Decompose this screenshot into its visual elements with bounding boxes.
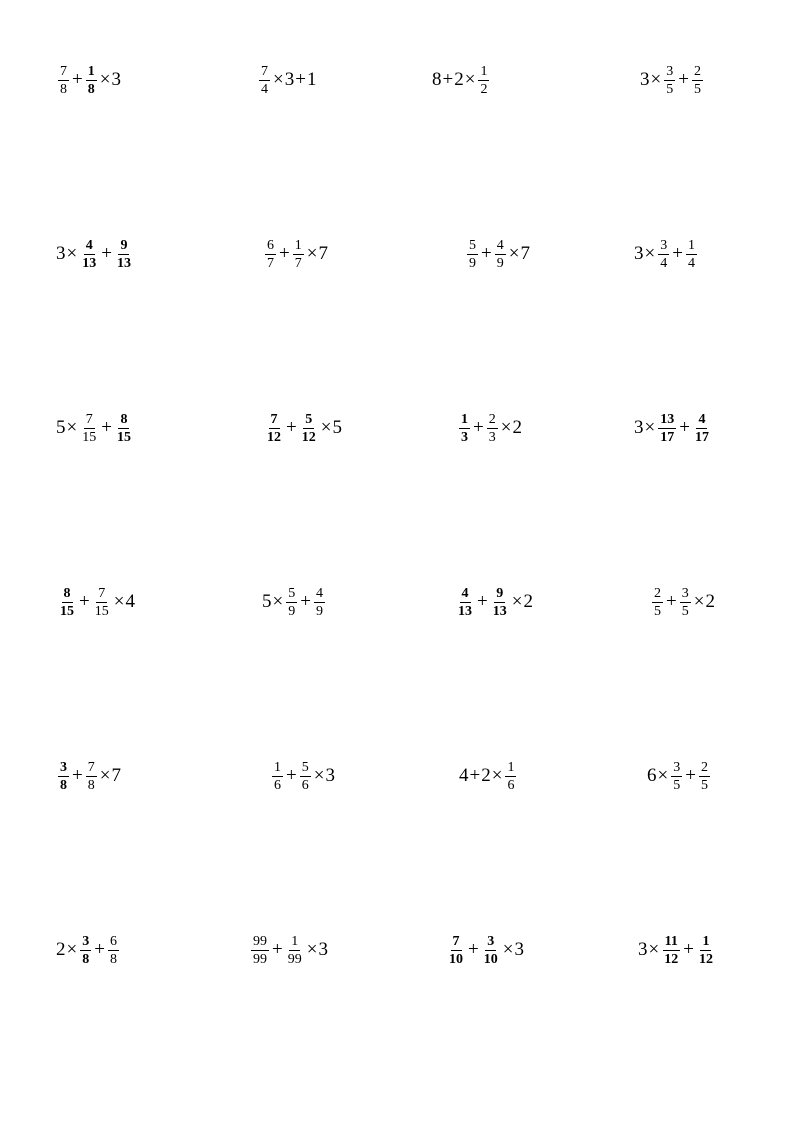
- fraction: [286, 586, 297, 619]
- problem-4-2: [262, 582, 327, 622]
- whole-number: 3: [325, 765, 335, 786]
- problem-6-1: [56, 930, 121, 970]
- fraction: [459, 412, 470, 445]
- denominator: 99: [253, 951, 267, 967]
- numerator: 7: [270, 411, 278, 427]
- whole-number: 1: [306, 69, 317, 90]
- fraction: [680, 586, 691, 619]
- numerator: 5: [288, 585, 296, 601]
- fraction: [662, 934, 680, 967]
- plus-sign: +: [72, 69, 83, 90]
- fraction: [115, 412, 133, 445]
- fraction: [658, 412, 676, 445]
- problem-4-1: [56, 582, 135, 622]
- times-sign: ×: [491, 765, 503, 786]
- plus-sign: +: [683, 939, 694, 960]
- problem-2-4: [634, 234, 699, 274]
- denominator: 9: [469, 255, 476, 271]
- denominator: 12: [267, 429, 281, 445]
- whole-number: 3: [634, 417, 644, 438]
- fraction: [115, 238, 133, 271]
- whole-number: 2: [705, 591, 715, 612]
- problem-5-3: [459, 756, 518, 796]
- plus-sign: +: [94, 939, 105, 960]
- fraction: [693, 412, 711, 445]
- times-sign: ×: [502, 939, 514, 960]
- numerator: 2: [700, 759, 708, 775]
- fraction: [495, 238, 506, 271]
- whole-number: 2: [523, 591, 533, 612]
- fraction: [658, 238, 669, 271]
- whole-number: 4: [125, 591, 135, 612]
- problem-1-2: [257, 60, 316, 100]
- fraction: [482, 934, 500, 967]
- times-sign: ×: [313, 765, 325, 786]
- denominator: 15: [116, 429, 131, 445]
- denominator: 10: [483, 951, 498, 967]
- whole-number: 5: [332, 417, 342, 438]
- denominator: 13: [492, 603, 507, 619]
- denominator: 6: [274, 777, 281, 793]
- problem-2-3: [465, 234, 530, 274]
- denominator: 8: [87, 81, 95, 97]
- plus-sign: +: [468, 939, 479, 960]
- fraction: [699, 760, 710, 793]
- numerator: 9: [120, 237, 128, 253]
- denominator: 4: [261, 81, 268, 97]
- numerator: 1: [702, 933, 710, 949]
- numerator: 4: [496, 237, 504, 253]
- numerator: 1: [507, 759, 515, 775]
- numerator: 11: [664, 933, 678, 949]
- times-sign: ×: [66, 417, 78, 438]
- denominator: 2: [480, 81, 488, 97]
- denominator: 12: [664, 951, 679, 967]
- numerator: 5: [305, 411, 313, 427]
- numerator: 8: [120, 411, 128, 427]
- fraction: [300, 412, 318, 445]
- numerator: 3: [666, 63, 674, 79]
- denominator: 13: [82, 255, 97, 271]
- denominator: 9: [315, 603, 323, 619]
- fraction: [487, 412, 498, 445]
- times-sign: ×: [99, 765, 111, 786]
- problem-1-4: [640, 60, 705, 100]
- numerator: 3: [681, 585, 689, 601]
- fraction: [259, 64, 270, 97]
- whole-number: 7: [111, 765, 121, 786]
- fraction: [108, 934, 119, 967]
- times-sign: ×: [693, 591, 705, 612]
- numerator: 2: [488, 411, 496, 427]
- numerator: 1: [274, 759, 281, 775]
- times-sign: ×: [511, 591, 523, 612]
- fraction: [478, 64, 489, 97]
- fraction: [58, 64, 69, 97]
- whole-number: 4: [459, 765, 469, 786]
- whole-number: 3: [640, 69, 650, 90]
- plus-sign: +: [442, 69, 454, 90]
- fraction: [93, 586, 111, 619]
- fraction: [80, 238, 98, 271]
- times-sign: ×: [320, 417, 332, 438]
- whole-number: 7: [318, 243, 328, 264]
- numerator: 5: [301, 759, 309, 775]
- fraction: [467, 238, 478, 271]
- times-sign: ×: [66, 243, 78, 264]
- fraction: [58, 760, 69, 793]
- numerator: 4: [698, 411, 706, 427]
- times-sign: ×: [464, 69, 476, 90]
- plus-sign: +: [679, 417, 690, 438]
- denominator: 10: [449, 951, 463, 967]
- denominator: 13: [116, 255, 131, 271]
- times-sign: ×: [648, 939, 660, 960]
- numerator: 7: [261, 63, 268, 79]
- denominator: 8: [109, 951, 117, 967]
- whole-number: 8: [432, 69, 442, 90]
- problem-6-3: [445, 930, 524, 970]
- times-sign: ×: [113, 591, 125, 612]
- numerator: 7: [87, 759, 95, 775]
- fraction: [491, 586, 509, 619]
- fraction: [697, 934, 715, 967]
- numerator: 13: [660, 411, 675, 427]
- whole-number: 3: [284, 69, 295, 90]
- denominator: 6: [301, 777, 309, 793]
- plus-sign: +: [672, 243, 683, 264]
- denominator: 17: [660, 429, 675, 445]
- denominator: 99: [287, 951, 302, 967]
- times-sign: ×: [306, 243, 318, 264]
- problem-6-4: [638, 930, 717, 970]
- numerator: 8: [63, 585, 71, 601]
- fraction: [86, 760, 97, 793]
- denominator: 4: [660, 255, 668, 271]
- problem-3-4: [634, 408, 713, 448]
- problem-4-4: [650, 582, 715, 622]
- times-sign: ×: [272, 591, 284, 612]
- problem-1-1: [56, 60, 121, 100]
- plus-sign: +: [295, 69, 306, 90]
- times-sign: ×: [644, 243, 656, 264]
- plus-sign: +: [469, 765, 481, 786]
- fraction: [671, 760, 682, 793]
- numerator: 9: [496, 585, 504, 601]
- denominator: 13: [458, 603, 472, 619]
- fraction: [251, 934, 269, 967]
- denominator: 3: [461, 429, 468, 445]
- times-sign: ×: [99, 69, 111, 90]
- problem-4-3: [454, 582, 533, 622]
- whole-number: 2: [512, 417, 522, 438]
- times-sign: ×: [500, 417, 512, 438]
- whole-number: 3: [638, 939, 648, 960]
- numerator: 1: [291, 933, 299, 949]
- problem-3-1: [56, 408, 135, 448]
- numerator: 5: [469, 237, 476, 253]
- plus-sign: +: [286, 765, 297, 786]
- fraction: [265, 412, 283, 445]
- numerator: 4: [461, 585, 469, 601]
- plus-sign: +: [678, 69, 689, 90]
- whole-number: 3: [514, 939, 524, 960]
- denominator: 8: [87, 777, 95, 793]
- numerator: 3: [60, 759, 67, 775]
- problem-3-2: [263, 408, 342, 448]
- problem-6-2: [249, 930, 328, 970]
- plus-sign: +: [286, 417, 297, 438]
- plus-sign: +: [685, 765, 696, 786]
- numerator: 7: [60, 63, 67, 79]
- whole-number: 2: [56, 939, 66, 960]
- problem-5-2: [270, 756, 335, 796]
- denominator: 8: [60, 777, 67, 793]
- whole-number: 2: [481, 765, 491, 786]
- plus-sign: +: [72, 765, 83, 786]
- whole-number: 3: [318, 939, 328, 960]
- denominator: 3: [488, 429, 496, 445]
- numerator: 1: [687, 237, 695, 253]
- times-sign: ×: [644, 417, 656, 438]
- fraction: [272, 760, 283, 793]
- times-sign: ×: [273, 69, 284, 90]
- fraction: [80, 412, 98, 445]
- fraction: [286, 934, 304, 967]
- plus-sign: +: [481, 243, 492, 264]
- whole-number: 5: [56, 417, 66, 438]
- numerator: 4: [85, 237, 93, 253]
- times-sign: ×: [508, 243, 520, 264]
- fraction: [447, 934, 465, 967]
- denominator: 15: [94, 603, 109, 619]
- denominator: 6: [507, 777, 515, 793]
- denominator: 15: [60, 603, 74, 619]
- problem-3-3: [457, 408, 522, 448]
- denominator: 9: [288, 603, 296, 619]
- numerator: 2: [654, 585, 661, 601]
- problem-2-2: [263, 234, 328, 274]
- plus-sign: +: [101, 417, 112, 438]
- numerator: 3: [660, 237, 668, 253]
- plus-sign: +: [272, 939, 283, 960]
- denominator: 5: [654, 603, 661, 619]
- denominator: 15: [82, 429, 97, 445]
- numerator: 99: [253, 933, 267, 949]
- numerator: 3: [82, 933, 90, 949]
- numerator: 6: [267, 237, 274, 253]
- numerator: 1: [294, 237, 302, 253]
- plus-sign: +: [473, 417, 484, 438]
- denominator: 9: [496, 255, 504, 271]
- whole-number: 7: [520, 243, 530, 264]
- numerator: 1: [87, 63, 95, 79]
- numerator: 3: [487, 933, 495, 949]
- times-sign: ×: [306, 939, 318, 960]
- plus-sign: +: [279, 243, 290, 264]
- times-sign: ×: [650, 69, 662, 90]
- fraction: [692, 64, 703, 97]
- times-sign: ×: [657, 765, 669, 786]
- numerator: 4: [315, 585, 323, 601]
- denominator: 8: [60, 81, 67, 97]
- denominator: 4: [687, 255, 695, 271]
- numerator: 6: [109, 933, 117, 949]
- numerator: 1: [480, 63, 488, 79]
- fraction: [293, 238, 304, 271]
- whole-number: 3: [634, 243, 644, 264]
- whole-number: 5: [262, 591, 272, 612]
- numerator: 7: [452, 933, 460, 949]
- denominator: 5: [681, 603, 689, 619]
- fraction: [58, 586, 76, 619]
- denominator: 17: [694, 429, 709, 445]
- fraction: [664, 64, 675, 97]
- plus-sign: +: [477, 591, 488, 612]
- problem-2-1: [56, 234, 135, 274]
- whole-number: 6: [647, 765, 657, 786]
- fraction: [300, 760, 311, 793]
- denominator: 8: [82, 951, 90, 967]
- plus-sign: +: [300, 591, 311, 612]
- fraction: [86, 64, 97, 97]
- whole-number: 3: [56, 243, 66, 264]
- denominator: 5: [693, 81, 701, 97]
- denominator: 5: [700, 777, 708, 793]
- denominator: 7: [294, 255, 302, 271]
- whole-number: 2: [454, 69, 464, 90]
- denominator: 12: [301, 429, 316, 445]
- numerator: 3: [673, 759, 681, 775]
- fraction: [686, 238, 697, 271]
- numerator: 7: [85, 411, 93, 427]
- plus-sign: +: [79, 591, 90, 612]
- times-sign: ×: [66, 939, 78, 960]
- denominator: 5: [666, 81, 674, 97]
- fraction: [505, 760, 516, 793]
- fraction: [80, 934, 91, 967]
- fraction: [652, 586, 663, 619]
- denominator: 7: [267, 255, 274, 271]
- plus-sign: +: [101, 243, 112, 264]
- problem-5-4: [647, 756, 712, 796]
- numerator: 1: [461, 411, 468, 427]
- problem-5-1: [56, 756, 121, 796]
- denominator: 5: [673, 777, 681, 793]
- fraction: [314, 586, 325, 619]
- fraction: [456, 586, 474, 619]
- fraction: [265, 238, 276, 271]
- whole-number: 3: [111, 69, 121, 90]
- denominator: 12: [698, 951, 713, 967]
- problem-1-3: [432, 60, 491, 100]
- numerator: 7: [98, 585, 106, 601]
- numerator: 2: [693, 63, 701, 79]
- plus-sign: +: [666, 591, 677, 612]
